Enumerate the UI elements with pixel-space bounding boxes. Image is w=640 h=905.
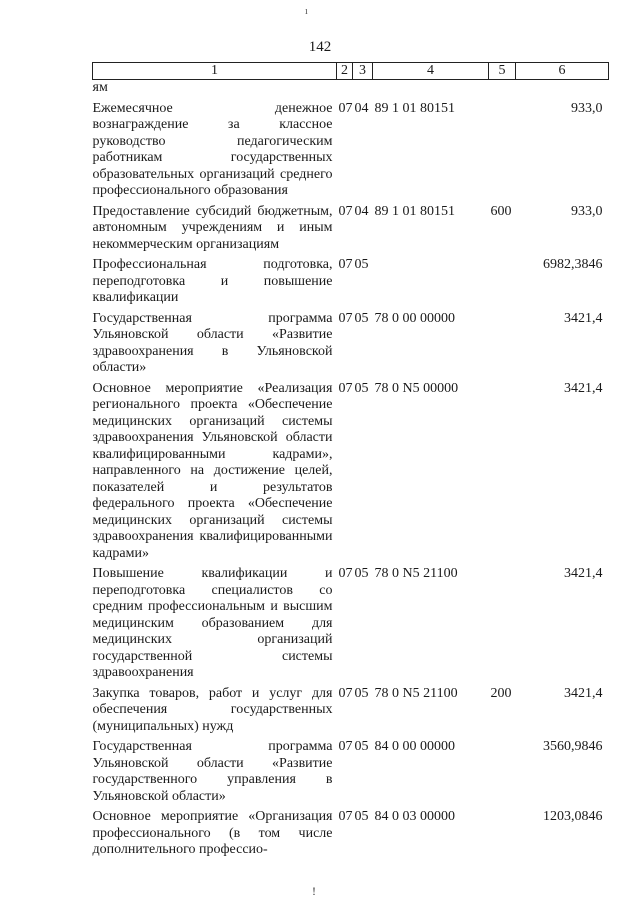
budget-table [92, 62, 609, 859]
row-subsection: 05 [354, 685, 369, 701]
header-col-6: 6 [516, 63, 609, 80]
table-row [93, 739, 609, 809]
row-name: Ежемесячное денежное вознаграждение за классное руководство педагогическим работникам государственных образовательных организаций среднего профессионального образования [92, 100, 333, 198]
row-subsection: 05 [354, 310, 369, 326]
row-amount: 3421,4 [564, 685, 603, 701]
row-target-code: 89 1 01 80151 [374, 203, 455, 219]
row-subsection [353, 80, 373, 101]
header-col-2: 2 [337, 63, 353, 80]
row-amount [516, 80, 609, 101]
row-name: Закупка товаров, работ и услуг для обеспечения государственных (муниципальных) нужд [92, 685, 333, 734]
table-header-row [93, 63, 609, 80]
row-amount: 3421,4 [564, 310, 603, 326]
row-target-code [373, 80, 489, 101]
row-amount: 1203,0846 [543, 809, 603, 824]
row-expense-type [489, 311, 516, 381]
table-row [93, 566, 609, 686]
table-row [93, 381, 609, 567]
row-subsection: 04 [354, 203, 369, 219]
row-name: Государственная программа Ульяновской области «Развитие государственного управления в Ульяновской области» [92, 739, 333, 804]
row-amount: 933,0 [571, 203, 603, 219]
row-section: 07 [338, 100, 353, 116]
row-name: Повышение квалификации и переподготовка специалистов со средним профессиональным и высшим медицинским образованием для медицинских организаций государственной системы здравоохранения [92, 566, 333, 680]
row-name: Государственная программа Ульяновской области «Развитие здравоохранения в Ульяновской области» [92, 310, 333, 375]
table-row [93, 311, 609, 381]
header-col-1: 1 [93, 63, 337, 80]
row-section: 07 [338, 739, 353, 754]
page-number: 142 [308, 39, 332, 55]
row-target-code: 78 0 N5 21100 [374, 685, 458, 701]
row-amount: 6982,3846 [543, 257, 603, 272]
table-row [93, 101, 609, 204]
row-expense-type [489, 381, 516, 567]
scan-mark-top: ı [305, 6, 308, 17]
row-amount: 3421,4 [564, 380, 603, 396]
row-subsection: 05 [354, 257, 369, 272]
row-section: 07 [338, 380, 353, 396]
row-target-code: 89 1 01 80151 [374, 100, 455, 116]
row-expense-type [489, 257, 516, 311]
row-target-code: 78 0 00 00000 [374, 310, 455, 326]
header-col-4: 4 [373, 63, 489, 80]
row-name: ям [92, 80, 108, 95]
row-expense-type [489, 809, 516, 859]
row-target-code: 84 0 00 00000 [374, 739, 455, 754]
row-subsection: 05 [354, 809, 369, 824]
scan-mark-bottom: ! [312, 884, 316, 898]
header-col-5: 5 [489, 63, 516, 80]
row-subsection: 05 [354, 380, 369, 396]
table-row [93, 80, 609, 101]
row-name: Предоставление субсидий бюджетным, автономным учреждениям и иным некоммерческим организациям [92, 203, 333, 252]
row-subsection: 05 [354, 566, 369, 581]
row-expense-type: 600 [490, 203, 512, 219]
row-target-code [373, 257, 489, 311]
row-expense-type [489, 739, 516, 809]
table-row [93, 204, 609, 258]
row-subsection: 04 [354, 100, 369, 116]
row-section: 07 [338, 257, 353, 272]
row-name: Основное мероприятие «Организация профессионального (в том числе дополнительного профессио- [92, 809, 333, 857]
table-row [93, 686, 609, 740]
row-name: Профессиональная подготовка, переподготовка и повышение квалификации [92, 257, 333, 305]
row-expense-type: 200 [490, 685, 512, 701]
row-name: Основное мероприятие «Реализация регионального проекта «Обеспечение медицинских организаций системы здравоохранения Ульяновской области квалифицированными кадрами», направленного на достижение целей, показателей и результатов федерального проекта «Обеспечение медицинских организаций системы здравоохранения квалифицированными кадрами» [92, 380, 333, 561]
row-section: 07 [338, 310, 353, 326]
row-section: 07 [338, 685, 353, 701]
header-col-3: 3 [353, 63, 373, 80]
row-expense-type [489, 566, 516, 686]
row-target-code: 78 0 N5 21100 [374, 566, 458, 581]
row-expense-type [489, 101, 516, 204]
row-amount: 933,0 [571, 100, 603, 116]
row-section [337, 80, 353, 101]
row-amount: 3421,4 [564, 566, 603, 581]
row-expense-type [489, 80, 516, 101]
row-target-code: 78 0 N5 00000 [374, 380, 459, 396]
row-section: 07 [338, 203, 353, 219]
row-section: 07 [338, 566, 353, 581]
row-target-code: 84 0 03 00000 [374, 809, 455, 824]
row-subsection: 05 [354, 739, 369, 754]
table-row [93, 257, 609, 311]
row-section: 07 [338, 809, 353, 824]
table-row [93, 809, 609, 859]
row-amount: 3560,9846 [543, 739, 603, 754]
